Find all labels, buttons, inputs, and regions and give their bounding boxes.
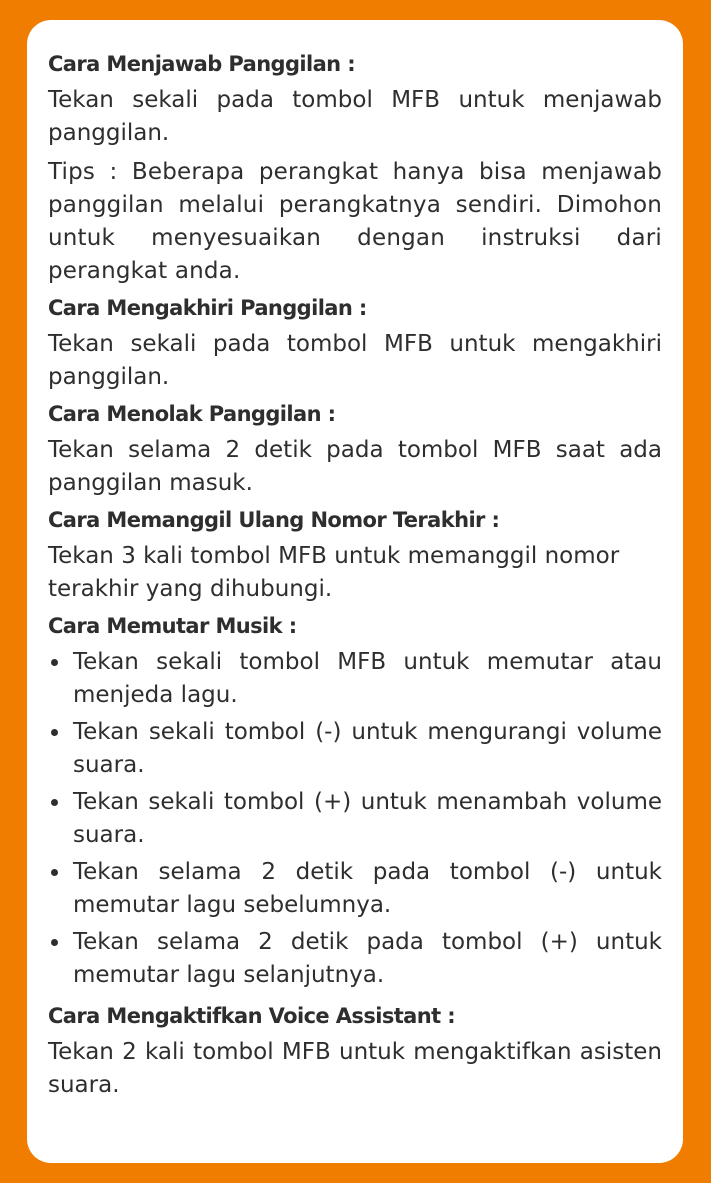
list-item: Tekan sekali tombol (-) untuk mengurangi volume suara. [48, 716, 662, 782]
section-text: Tekan sekali pada tombol MFB untuk mengakhiri panggilan. [48, 331, 662, 390]
section-end-call [48, 294, 662, 394]
bullet-icon [51, 729, 58, 736]
section-title: Cara Mengaktifkan Voice Assistant : [48, 1004, 456, 1028]
tips-text: Tips : Beberapa perangkat hanya bisa menjawab panggilan melalui perangkatnya sendiri. Dimohon untuk menyesuaikan dengan instruksi dari perangkat anda. [48, 159, 662, 284]
section-title: Cara Memutar Musik : [48, 614, 297, 638]
list-item: Tekan selama 2 detik pada tombol (+) untuk memutar lagu selanjutnya. [48, 926, 662, 992]
list-item: Tekan sekali tombol MFB untuk memutar atau menjeda lagu. [48, 646, 662, 712]
section-title: Cara Mengakhiri Panggilan : [48, 296, 367, 320]
list-item: Tekan sekali tombol (+) untuk menambah volume suara. [48, 786, 662, 852]
section-title: Cara Menolak Panggilan : [48, 402, 336, 426]
section-reject-call [48, 400, 662, 500]
section-text: Tekan sekali pada tombol MFB untuk menjawab panggilan. [48, 87, 662, 146]
section-voice-assistant [48, 1002, 662, 1102]
instruction-card [27, 20, 683, 1163]
bullet-icon [51, 939, 58, 946]
section-text: Tekan 3 kali tombol MFB untuk memanggil nomor terakhir yang dihubungi. [48, 543, 620, 602]
bullet-icon [51, 869, 58, 876]
section-text: Tekan 2 kali tombol MFB untuk mengaktifkan asisten suara. [48, 1039, 662, 1098]
list-item: Tekan selama 2 detik pada tombol (-) untuk memutar lagu sebelumnya. [48, 856, 662, 922]
bullet-icon [51, 799, 58, 806]
section-answer-call [48, 50, 662, 288]
music-bullet-list [48, 646, 662, 992]
section-title: Cara Menjawab Panggilan : [48, 52, 356, 76]
section-text: Tekan selama 2 detik pada tombol MFB saat ada panggilan masuk. [48, 437, 662, 496]
section-play-music [48, 612, 662, 992]
section-title: Cara Memanggil Ulang Nomor Terakhir : [48, 508, 500, 532]
section-redial [48, 506, 662, 606]
bullet-icon [51, 659, 58, 666]
